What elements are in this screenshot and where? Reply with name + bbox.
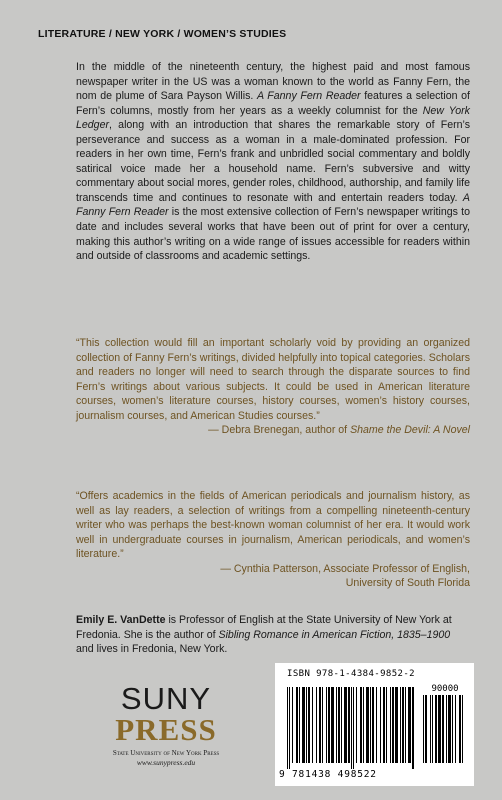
quote-attribution-affiliation: University of South Florida <box>345 577 470 589</box>
newspaper-title: New York Ledger <box>76 104 470 132</box>
quote-attribution: — Debra Brenegan, author of Shame the Devil: A Novel <box>208 424 470 436</box>
category-label: LITERATURE / NEW YORK / WOMEN’S STUDIES <box>38 28 287 40</box>
quote-attribution: — Cynthia Patterson, Associate Professor of English, <box>220 562 470 575</box>
book-title: A Fanny Fern Reader <box>256 90 361 103</box>
author-name: Emily E. VanDette <box>76 614 166 626</box>
barcode-bars <box>287 687 417 769</box>
logo-press: PRESS <box>115 712 217 747</box>
logo-suny: SUNY <box>120 681 212 716</box>
book-title: A Fanny Fern Reader <box>76 191 470 219</box>
barcode-addon-bars <box>423 695 467 769</box>
quote-text: “This collection would fill an important scholarly void by providing an organized collection of Fanny Fern’s writings, divided helpfully into topical categories. Scholars and readers no longer will need to search through the disparate sources to find Fern’s writings about various subjects. It could be used in American literature courses, women’s literature courses, history courses, women’s history courses, journalism courses, and American Studies courses.” <box>76 337 470 422</box>
book-description: In the middle of the nineteenth century, the highest paid and most famous newspaper writer in the US was a woman known to the world as Fanny Fern, the nom de plume of Sara Payson Willis. A Fanny Fern Reader features a selection of Fern’s columns, mostly from her years as a weekly columnist for the New York Ledger, along with an introduction that shares the remarkable story of Fern’s perseverance and success as a woman in a male-dominated profession. For readers in her own time, Fern’s frank and unbridled social commentary and boldly satirical voice made her a household name. Fern’s subversive and witty commentary about social mores, gender roles, childhood, authorship, and family life transcends time and continues to resonate with and entertain readers today. A Fanny Fern Reader is the most extensive collection of Fern’s newspaper writings to date and includes several works that have been out of print for over a century, making this author’s writing on a wide range of issues accessible for readers within and outside of classrooms and academic settings. <box>76 61 470 263</box>
barcode-addon-number: 90000 <box>431 684 459 694</box>
book-title: Sibling Romance in American Fiction, 1835–1900 <box>218 628 451 641</box>
publisher-name: State University of New York Press <box>112 749 220 757</box>
isbn-label: ISBN 978-1-4384-9852-2 <box>287 669 416 679</box>
review-quote <box>76 336 470 438</box>
isbn-barcode <box>275 663 474 786</box>
review-quote <box>76 489 470 591</box>
publisher-url: www.sunypress.edu <box>136 758 196 767</box>
barcode-number: 9 781438 498522 <box>279 769 377 780</box>
author-bio: Emily E. VanDette is Professor of English at the State University of New York at Fredonia. She is the author of Sibling Romance in American Fiction, 1835–1900 and lives in Fredonia, New York. <box>76 614 452 655</box>
publisher-logo <box>96 681 236 767</box>
quote-text: “Offers academics in the fields of American periodicals and journalism history, as well as lay readers, a selection of writings from a compelling nineteenth-century writer who was perhaps the best-known woman columnist of her era. It would work well in undergraduate courses in journalism, American periodicals, and women’s literature.” <box>76 490 470 560</box>
